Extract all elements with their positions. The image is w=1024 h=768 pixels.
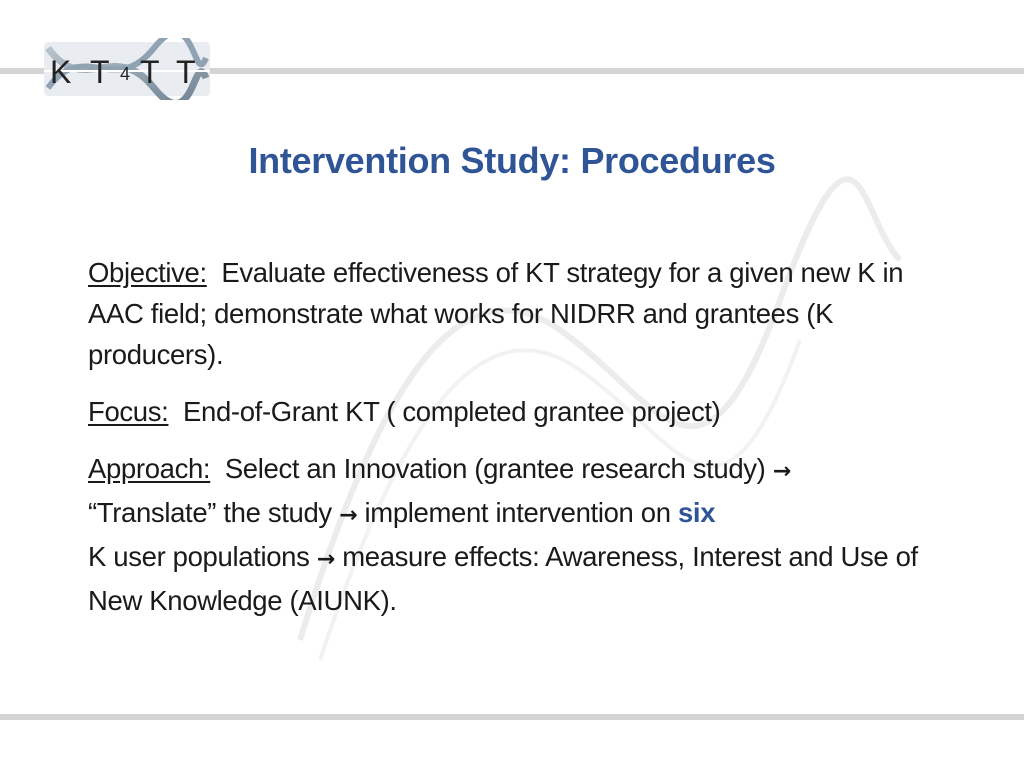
approach-part5: measure effects: Awareness, Interest and Use of New Knowledge (AIUNK). [88, 541, 918, 616]
focus-paragraph [88, 391, 928, 432]
objective-label: Objective: [88, 257, 207, 288]
approach-part2: “Translate” the study [88, 497, 332, 528]
approach-part4: K user populations [88, 541, 310, 572]
arrow-right-icon: → [316, 547, 335, 572]
arrow-right-icon: → [772, 459, 791, 484]
approach-label: Approach: [88, 453, 211, 484]
logo-letter-t3: T [176, 54, 196, 90]
logo-letter-k: K [50, 54, 72, 90]
slide-body [88, 252, 928, 637]
approach-part3: implement intervention on [364, 497, 671, 528]
objective-paragraph [88, 252, 928, 375]
approach-emphasis: six [677, 497, 716, 528]
approach-paragraph [88, 448, 928, 621]
objective-text: Evaluate effectiveness of KT strategy for a given new K in AAC field; demonstrate what works for NIDRR and grantees (K producers). [88, 257, 904, 370]
slide-title: Intervention Study: Procedures [248, 140, 776, 181]
logo-letter-t1: T [90, 54, 110, 90]
logo-digit-4: 4 [120, 64, 131, 84]
approach-part1: Select an Innovation (grantee research study) [224, 453, 766, 484]
kt4tt-logo [44, 38, 210, 100]
arrow-right-icon: → [339, 503, 358, 528]
focus-text: End-of-Grant KT ( completed grantee project) [183, 396, 721, 427]
footer-divider [0, 714, 1024, 720]
focus-label: Focus: [88, 396, 169, 427]
logo-letter-t2: T [140, 54, 160, 90]
